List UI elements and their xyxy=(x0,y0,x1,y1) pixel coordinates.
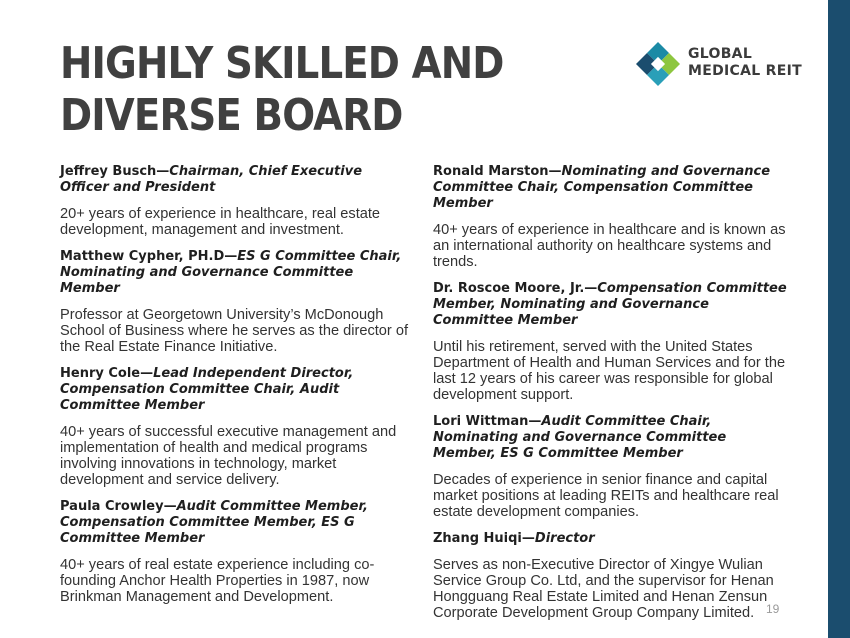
member-name: Jeffrey Busch— xyxy=(60,164,170,179)
board-member xyxy=(433,164,793,270)
logo-cross-icon xyxy=(633,40,683,88)
member-description: 20+ years of experience in healthcare, real estate development, management and investment. xyxy=(60,206,381,238)
member-description: Serves as non-Executive Director of Xingye Wulian Service Group Co. Ltd, and the supervisor for Henan Hongguang Real Estate Limited and Henan Zensun Corporate Development Group Company Limited. xyxy=(433,557,774,621)
member-role: Nominating and Governance Committee Chair, Compensation Committee Member xyxy=(433,164,771,211)
member-heading xyxy=(433,164,793,212)
logo-wordmark xyxy=(688,46,802,80)
member-description: 40+ years of real estate experience including co-founding Anchor Health Properties in 1987, now Brinkman Management and Development. xyxy=(60,557,375,605)
member-description: 40+ years of successful executive management and implementation of health and medical programs involving innovations in technology, market development and service delivery. xyxy=(60,424,397,488)
member-name: Zhang Huiqi— xyxy=(433,531,535,546)
company-logo xyxy=(633,38,802,90)
board-member xyxy=(60,249,412,355)
board-member xyxy=(433,281,793,403)
member-role: Audit Committee Member, Compensation Committee Member, ES G Committee Member xyxy=(60,499,368,546)
member-heading xyxy=(60,499,412,547)
member-role: Lead Independent Director, Compensation Committee Chair, Audit Committee Member xyxy=(60,366,354,413)
member-name: Lori Wittman— xyxy=(433,414,542,429)
member-heading xyxy=(60,164,412,196)
board-column-right xyxy=(433,164,793,632)
member-heading xyxy=(60,249,412,297)
member-heading xyxy=(433,531,793,547)
member-description: Professor at Georgetown University’s McDonough School of Business where he serves as the director of the Real Estate Finance Initiative. xyxy=(60,307,408,355)
member-role: Chairman, Chief Executive Officer and President xyxy=(60,164,363,195)
member-role: Audit Committee Chair, Nominating and Governance Committee Member, ES G Committee Member xyxy=(433,414,727,461)
member-description: Decades of experience in senior finance and capital market positions at leading REITs and healthcare real estate development companies. xyxy=(433,472,779,520)
member-name: Paula Crowley— xyxy=(60,499,177,514)
member-heading xyxy=(433,414,793,462)
logo-line-1: GLOBAL xyxy=(688,46,753,62)
board-member xyxy=(60,164,412,238)
member-name: Dr. Roscoe Moore, Jr.— xyxy=(433,281,598,296)
member-description: 40+ years of experience in healthcare and is known as an international authority on healthcare systems and trends. xyxy=(433,222,786,270)
page-title xyxy=(60,38,504,142)
member-role: Director xyxy=(534,531,595,546)
member-heading xyxy=(60,366,412,414)
member-name: Henry Cole— xyxy=(60,366,154,381)
title-line-1: HIGHLY SKILLED AND xyxy=(60,38,504,89)
logo-line-2: MEDICAL REIT xyxy=(688,63,802,79)
member-name: Ronald Marston— xyxy=(433,164,562,179)
title-line-2: DIVERSE BOARD xyxy=(60,90,403,141)
board-member xyxy=(433,414,793,520)
member-description: Until his retirement, served with the United States Department of Health and Human Services and for the last 12 years of his career was responsible for global development support. xyxy=(433,339,786,403)
board-column-left xyxy=(60,164,412,616)
board-member xyxy=(60,366,412,488)
member-heading xyxy=(433,281,793,329)
member-name: Matthew Cypher, PH.D— xyxy=(60,249,238,264)
side-accent-bar xyxy=(828,0,850,638)
member-role: Compensation Committee Member, Nominating and Governance Committee Member xyxy=(433,281,787,328)
page-number: 19 xyxy=(766,602,780,616)
board-member xyxy=(433,531,793,621)
board-member xyxy=(60,499,412,605)
member-role: ES G Committee Chair, Nominating and Governance Committee Member xyxy=(60,249,402,296)
